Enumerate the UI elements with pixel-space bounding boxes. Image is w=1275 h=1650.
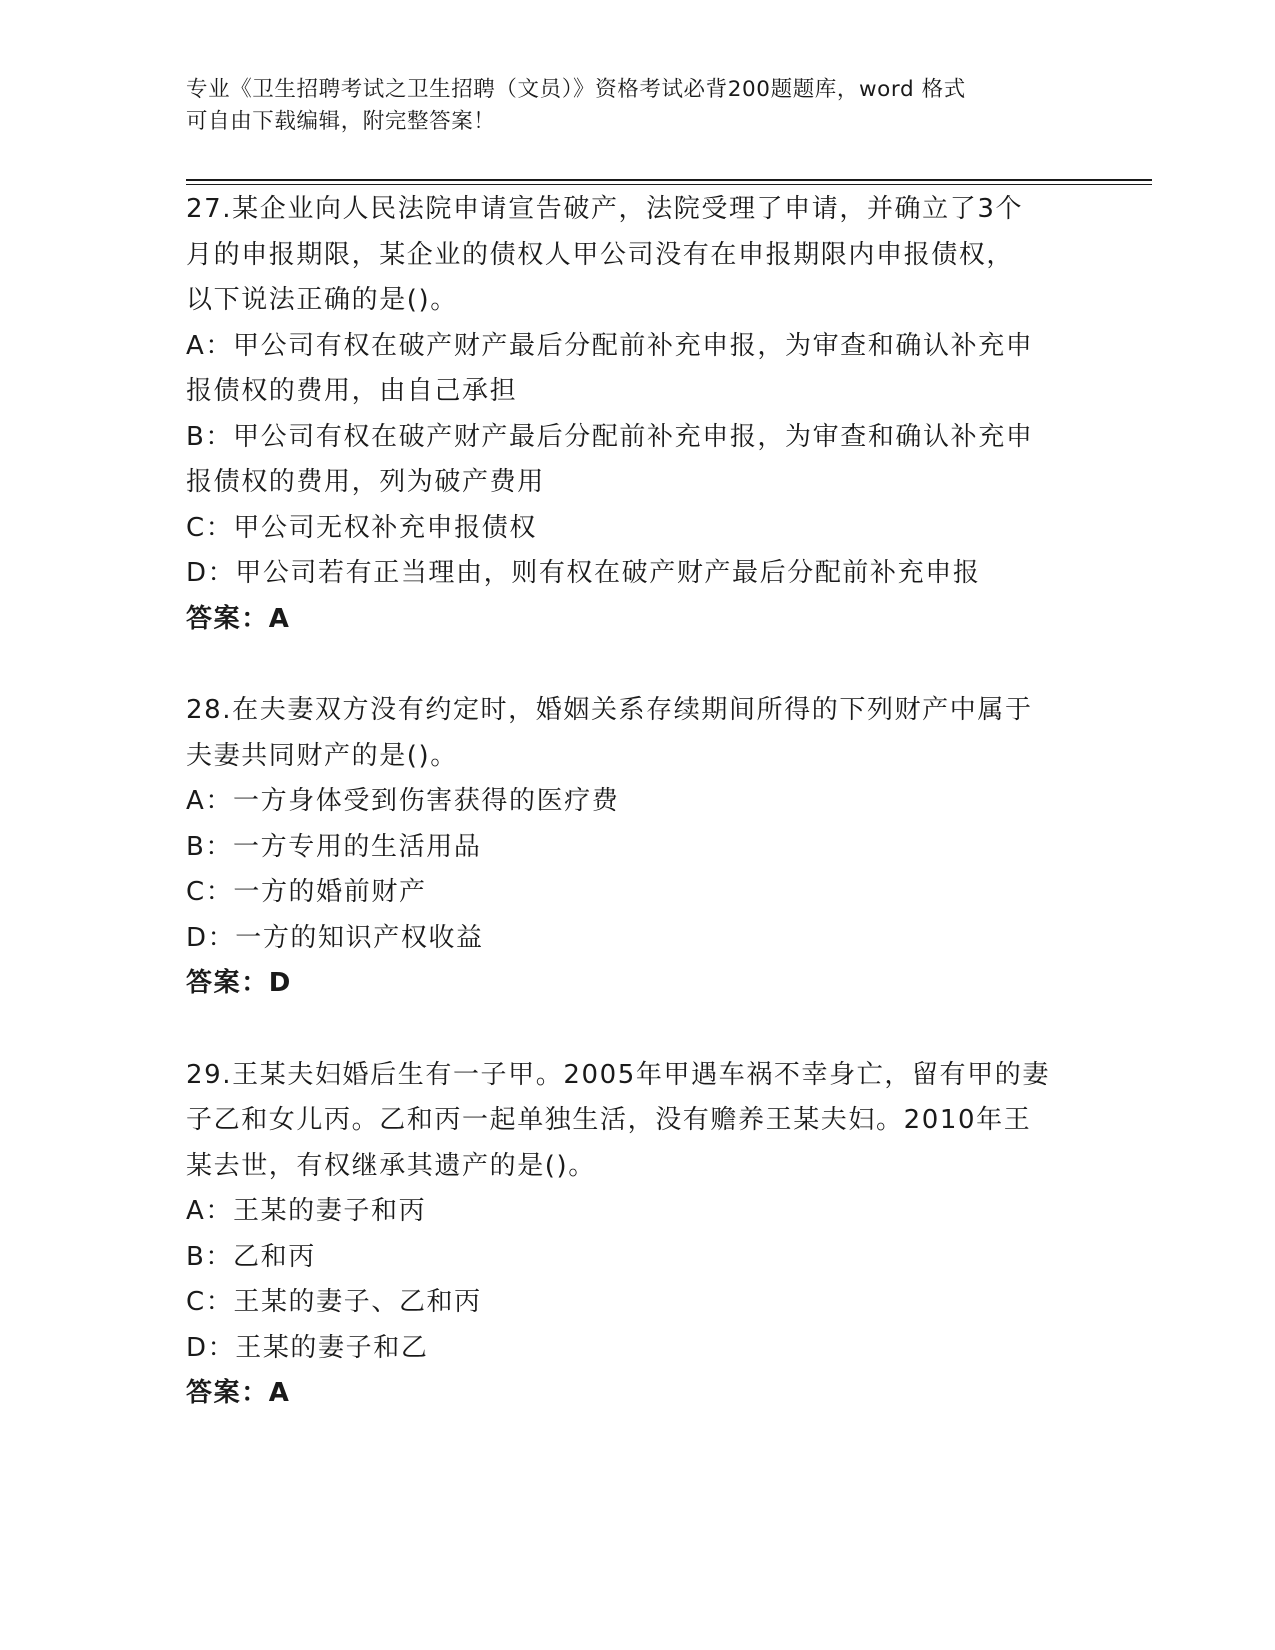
option-d: D：甲公司若有正当理由，则有权在破产财产最后分配前补充申报	[186, 558, 981, 588]
question-stem-line: 子乙和女儿丙。乙和丙一起单独生活，没有赡养王某夫妇。2010年王	[186, 1105, 1032, 1135]
question-stem-line: 28.在夫妻双方没有约定时，婚姻关系存续期间所得的下列财产中属于	[186, 695, 1033, 725]
question-27	[186, 187, 1086, 642]
option-c: C：一方的婚前财产	[186, 877, 427, 907]
option-b: B：甲公司有权在破产财产最后分配前补充申报，为审查和确认补充申	[186, 421, 1034, 452]
question-29	[186, 1053, 1086, 1417]
answer-label: 答案：A	[186, 603, 291, 634]
option-d: D：王某的妻子和乙	[186, 1332, 429, 1363]
question-28	[186, 688, 1086, 1007]
question-stem-line: 以下说法正确的是()。	[186, 285, 458, 315]
option-d: D：一方的知识产权收益	[186, 922, 484, 953]
option-a: A：一方身体受到伤害获得的医疗费	[186, 786, 620, 816]
document-header	[186, 74, 1066, 138]
answer-label: 答案：D	[186, 968, 292, 998]
option-b: B：乙和丙	[186, 1241, 316, 1272]
question-stem-line: 月的申报期限，某企业的债权人甲公司没有在申报期限内申报债权，	[186, 239, 1015, 270]
question-stem-line: 某去世，有权继承其遗产的是()。	[186, 1150, 596, 1181]
option-c: C：甲公司无权补充申报债权	[186, 512, 537, 543]
question-list	[186, 187, 1086, 1417]
header-divider-thick	[186, 179, 1152, 181]
option-c: C：王某的妻子、乙和丙	[186, 1287, 482, 1317]
option-a: A：王某的妻子和丙	[186, 1196, 427, 1226]
option-a-continued: 报债权的费用，由自己承担	[186, 376, 518, 406]
question-stem-line: 夫妻共同财产的是()。	[186, 740, 458, 771]
option-b: B：一方专用的生活用品	[186, 831, 482, 862]
question-stem-line: 27.某企业向人民法院申请宣告破产，法院受理了申请，并确立了3个	[186, 194, 1024, 224]
header-line-1: 专业《卫生招聘考试之卫生招聘（文员）》资格考试必背200题题库，word 格式	[186, 77, 966, 102]
question-stem-line: 29.王某夫妇婚后生有一子甲。2005年甲遇车祸不幸身亡，留有甲的妻	[186, 1059, 1050, 1090]
answer-label: 答案：A	[186, 1378, 291, 1408]
option-b-continued: 报债权的费用，列为破产费用	[186, 467, 545, 497]
header-line-2: 可自由下载编辑，附完整答案！	[186, 109, 496, 134]
header-divider-thin	[186, 184, 1152, 185]
option-a: A：甲公司有权在破产财产最后分配前补充申报，为审查和确认补充申	[186, 330, 1034, 361]
